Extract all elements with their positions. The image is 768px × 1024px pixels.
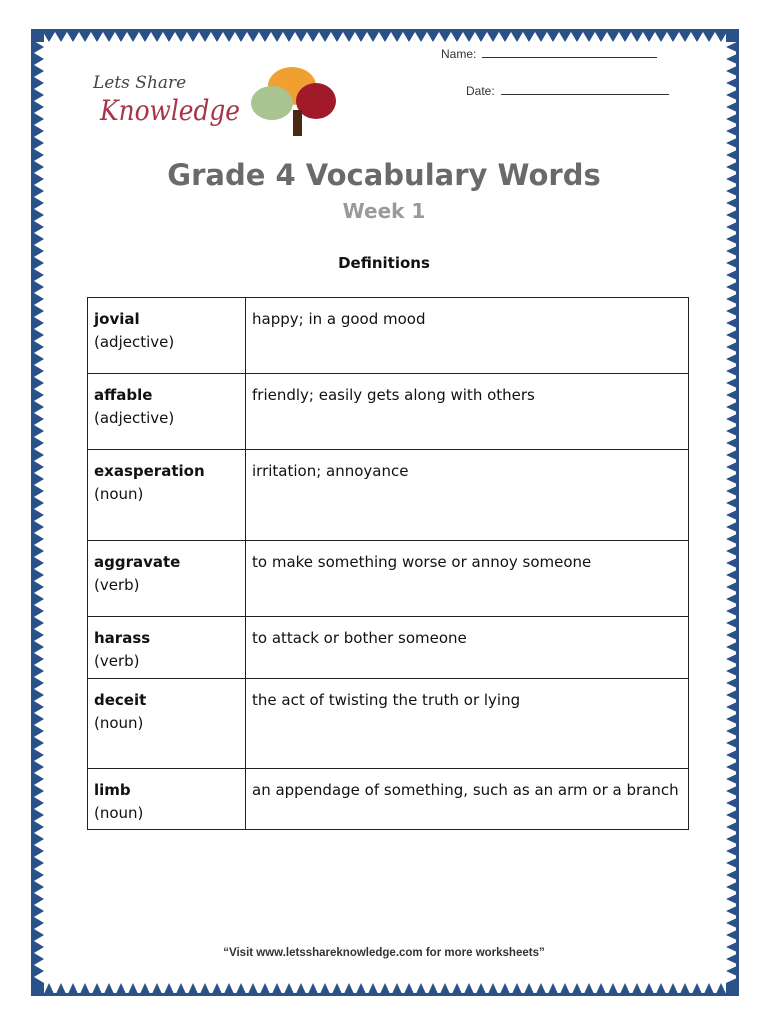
section-heading: Definitions (338, 254, 430, 272)
definition-cell (246, 298, 689, 374)
definition-cell (246, 617, 689, 679)
definition-cell (246, 374, 689, 450)
logo-text-1: Lets Share (93, 73, 187, 93)
definition-text: an appendage of something, such as an arm or a branch (252, 781, 679, 799)
footer-note: “Visit www.letsshareknowledge.com for more worksheets” (223, 947, 545, 959)
green-bubble-icon (251, 86, 293, 120)
date-field[interactable] (466, 82, 669, 98)
part-of-speech: (adjective) (94, 333, 175, 351)
vocab-word: deceit (94, 691, 147, 709)
logo-text-2: Knowledge (99, 94, 241, 127)
definition-cell (246, 450, 689, 541)
table-row (88, 541, 689, 617)
vocab-word: limb (94, 781, 131, 799)
table-row (88, 374, 689, 450)
definition-cell (246, 769, 689, 830)
vocabulary-table (87, 297, 689, 830)
table-row (88, 298, 689, 374)
word-cell (88, 617, 246, 679)
name-line[interactable] (482, 45, 657, 58)
word-cell (88, 679, 246, 769)
table-row (88, 769, 689, 830)
part-of-speech: (noun) (94, 804, 144, 822)
name-field[interactable] (441, 45, 657, 61)
lets-share-knowledge-logo (88, 58, 340, 140)
part-of-speech: (verb) (94, 576, 140, 594)
week-subtitle: Week 1 (342, 199, 426, 223)
word-cell (88, 374, 246, 450)
definition-text: friendly; easily gets along with others (252, 386, 535, 404)
part-of-speech: (verb) (94, 652, 140, 670)
part-of-speech: (adjective) (94, 409, 175, 427)
part-of-speech: (noun) (94, 485, 144, 503)
name-label: Name: (441, 47, 477, 61)
word-cell (88, 769, 246, 830)
vocab-word: harass (94, 629, 151, 647)
definition-cell (246, 679, 689, 769)
definition-text: happy; in a good mood (252, 310, 426, 328)
vocab-word: exasperation (94, 462, 205, 480)
definition-text: to make something worse or annoy someone (252, 553, 592, 571)
vocab-word: affable (94, 386, 153, 404)
table-row (88, 679, 689, 769)
word-cell (88, 450, 246, 541)
date-line[interactable] (501, 82, 669, 95)
tree-trunk-icon (293, 110, 302, 136)
part-of-speech: (noun) (94, 714, 144, 732)
definition-text: the act of twisting the truth or lying (252, 691, 521, 709)
word-cell (88, 298, 246, 374)
definition-text: to attack or bother someone (252, 629, 467, 647)
word-cell (88, 541, 246, 617)
vocab-word: jovial (94, 310, 140, 328)
vocab-word: aggravate (94, 553, 181, 571)
page-title: Grade 4 Vocabulary Words (167, 158, 601, 192)
definition-cell (246, 541, 689, 617)
table-row (88, 450, 689, 541)
table-row (88, 617, 689, 679)
date-label: Date: (466, 84, 495, 98)
definition-text: irritation; annoyance (252, 462, 409, 480)
